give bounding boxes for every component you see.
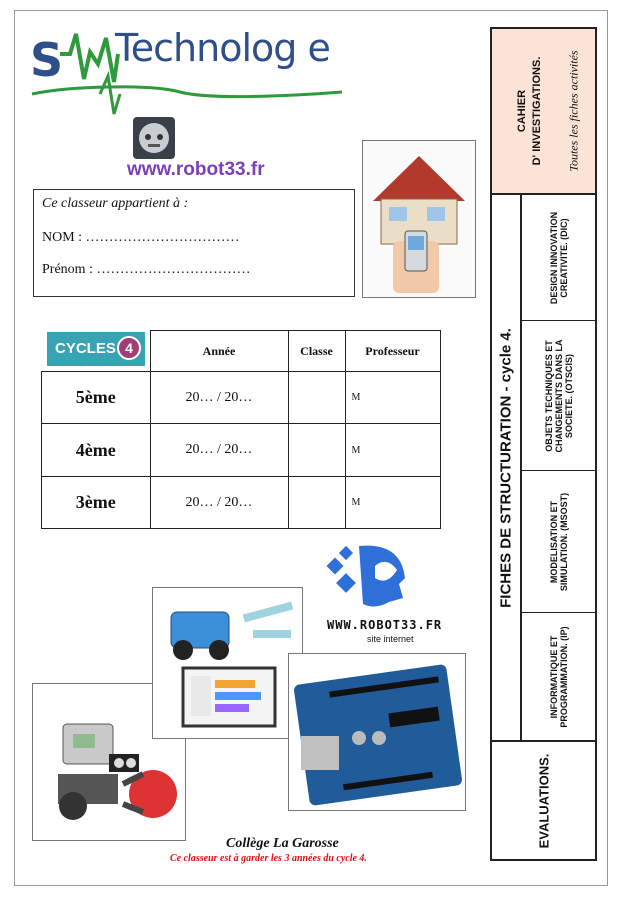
level-cell: 3ème [42, 477, 151, 529]
prof-cell[interactable]: M [345, 477, 440, 529]
robot33-logo [315, 538, 475, 648]
footer-note: Ce classeur est à garder les 3 années du cycle 4. [170, 853, 367, 864]
owner-box [33, 189, 355, 297]
robot-head-logo-icon [315, 538, 475, 618]
cycles-badge-label: CYCLES [55, 340, 116, 357]
table-row [42, 424, 441, 477]
owner-label: Ce classeur appartient à : [42, 196, 189, 211]
arduino-board-image [288, 653, 466, 811]
classe-cell[interactable] [288, 477, 345, 529]
nom-field[interactable]: NOM : …………………………… [42, 230, 240, 245]
header-professeur: Professeur [345, 331, 440, 372]
year-cell[interactable]: 20… / 20… [150, 477, 288, 529]
sub-dic: DESIGN INNOVATION CREATIVITE. (DIC) [522, 195, 595, 321]
header-annee: Année [150, 331, 288, 372]
evaluations-title: EVALUATIONS. [536, 753, 551, 848]
site-url[interactable]: www.robot33.fr [127, 159, 265, 180]
year-cell[interactable]: 20… / 20… [150, 424, 288, 477]
mbot-scratch-image [152, 587, 303, 739]
cycles-badge-number: 4 [117, 336, 141, 360]
table-row [42, 477, 441, 529]
cahier-cell [492, 29, 595, 195]
robot33-caption: site internet [367, 634, 414, 644]
prof-cell[interactable]: M [345, 424, 440, 477]
sub-ip: INFORMATIQUE ET PROGRAMMATION. (IP) [548, 625, 569, 728]
fiches-cell [492, 195, 522, 740]
robot33-url[interactable]: WWW.ROBOT33.FR [327, 618, 443, 632]
level-cell: 4ème [42, 424, 151, 477]
college-name: Collège La Garosse [226, 836, 339, 851]
logo-wordmark: Technolog e [115, 26, 330, 70]
classe-cell[interactable] [288, 424, 345, 477]
classe-cell[interactable] [288, 372, 345, 424]
header-classe: Classe [288, 331, 345, 372]
prenom-field[interactable]: Prénom : …………………………… [42, 262, 251, 277]
sub-msost: MODELISATION ET SIMULATION. (MSOST) [522, 471, 595, 613]
cycles-4-badge [47, 332, 145, 366]
year-cell[interactable]: 20… / 20… [150, 372, 288, 424]
cahier-title-2: D' INVESTIGATIONS. [530, 56, 543, 166]
table-row [42, 372, 441, 424]
cahier-subtitle: Toutes les fiches activités [566, 50, 580, 172]
evaluations-cell [492, 740, 595, 859]
prof-cell[interactable]: M [345, 372, 440, 424]
smart-house-image [362, 140, 476, 298]
level-cell: 5ème [42, 372, 151, 424]
right-column [490, 27, 597, 861]
robot-face-icon [133, 117, 175, 159]
sub-otscis: OBJETS TECHNIQUES ET CHANGEMENTS DANS LA SOCIETE. (OTSCIS) [522, 321, 595, 471]
fiches-title: FICHES DE STRUCTURATION - cycle 4. [497, 327, 515, 608]
cahier-title: CAHIER [515, 89, 528, 133]
svg-text:S: S [30, 33, 64, 87]
